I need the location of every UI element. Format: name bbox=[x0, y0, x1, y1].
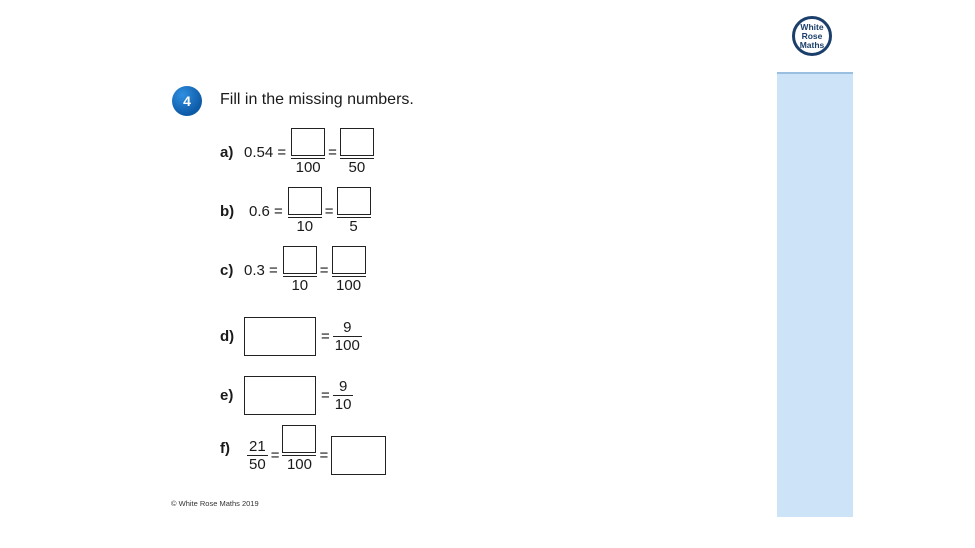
part-b-fraction-1 bbox=[288, 187, 322, 235]
part-c-fraction-1 bbox=[283, 246, 317, 294]
answer-box[interactable] bbox=[332, 246, 366, 274]
part-b-decimal: 0.6 = bbox=[249, 202, 283, 220]
answer-box[interactable] bbox=[288, 187, 322, 215]
denominator: 100 bbox=[334, 337, 360, 354]
logo-area bbox=[777, 0, 853, 74]
part-a-fraction-2 bbox=[340, 128, 374, 176]
answer-box[interactable] bbox=[291, 128, 325, 156]
part-e-row bbox=[220, 376, 356, 415]
denominator: 100 bbox=[295, 159, 321, 176]
denominator: 50 bbox=[249, 456, 266, 473]
numerator: 9 bbox=[343, 319, 352, 336]
copyright-notice: © White Rose Maths 2019 bbox=[171, 499, 259, 508]
equals-sign: = bbox=[328, 143, 337, 161]
denominator: 50 bbox=[348, 159, 366, 176]
logo-line-2: Rose bbox=[801, 30, 823, 41]
sidebar-panel bbox=[777, 0, 853, 517]
numerator: 9 bbox=[338, 378, 348, 395]
equals-sign: = bbox=[319, 261, 329, 279]
part-c-fraction-2 bbox=[332, 246, 366, 294]
part-d-row bbox=[220, 317, 365, 356]
answer-box[interactable] bbox=[282, 425, 316, 453]
part-f-row bbox=[220, 422, 386, 475]
question-number-badge: 4 bbox=[172, 86, 202, 116]
part-c-row bbox=[220, 246, 369, 294]
denominator: 10 bbox=[296, 218, 314, 235]
white-rose-maths-logo bbox=[792, 16, 832, 56]
part-c-decimal: 0.3 = bbox=[244, 261, 278, 279]
part-b-row bbox=[220, 187, 374, 235]
logo-line-3: Maths bbox=[799, 39, 825, 50]
answer-box[interactable] bbox=[340, 128, 374, 156]
denominator: 100 bbox=[286, 455, 312, 473]
part-c-label: c) bbox=[220, 261, 234, 279]
answer-box[interactable] bbox=[337, 187, 371, 215]
answer-box[interactable] bbox=[331, 436, 386, 475]
part-b-label: b) bbox=[220, 202, 235, 220]
equals-sign: = bbox=[324, 202, 334, 220]
equals-sign: = bbox=[321, 328, 330, 345]
part-a-decimal: 0.54 = bbox=[244, 143, 287, 161]
part-a-fraction-1 bbox=[291, 128, 325, 176]
numerator: 21 bbox=[249, 438, 266, 455]
part-d-label: d) bbox=[220, 328, 235, 345]
part-d-fraction bbox=[333, 319, 362, 354]
part-a-label: a) bbox=[220, 143, 234, 161]
answer-box[interactable] bbox=[244, 376, 316, 415]
equals-sign: = bbox=[321, 387, 330, 404]
denominator: 10 bbox=[291, 277, 309, 294]
denominator: 100 bbox=[336, 277, 362, 294]
question-instruction: Fill in the missing numbers. bbox=[220, 91, 414, 108]
denominator: 10 bbox=[334, 396, 352, 413]
denominator: 5 bbox=[349, 218, 358, 235]
logo-line-1: White bbox=[800, 21, 824, 32]
equals-sign: = bbox=[270, 447, 280, 464]
part-e-label: e) bbox=[220, 387, 234, 404]
part-f-given-fraction bbox=[247, 438, 268, 473]
equals-sign: = bbox=[319, 447, 329, 464]
part-b-fraction-2 bbox=[337, 187, 371, 235]
answer-box[interactable] bbox=[244, 317, 316, 356]
part-e-fraction bbox=[333, 378, 354, 413]
part-f-fraction bbox=[282, 425, 316, 473]
part-f-label: f) bbox=[220, 440, 230, 457]
part-a-row bbox=[220, 128, 377, 176]
answer-box[interactable] bbox=[283, 246, 317, 274]
